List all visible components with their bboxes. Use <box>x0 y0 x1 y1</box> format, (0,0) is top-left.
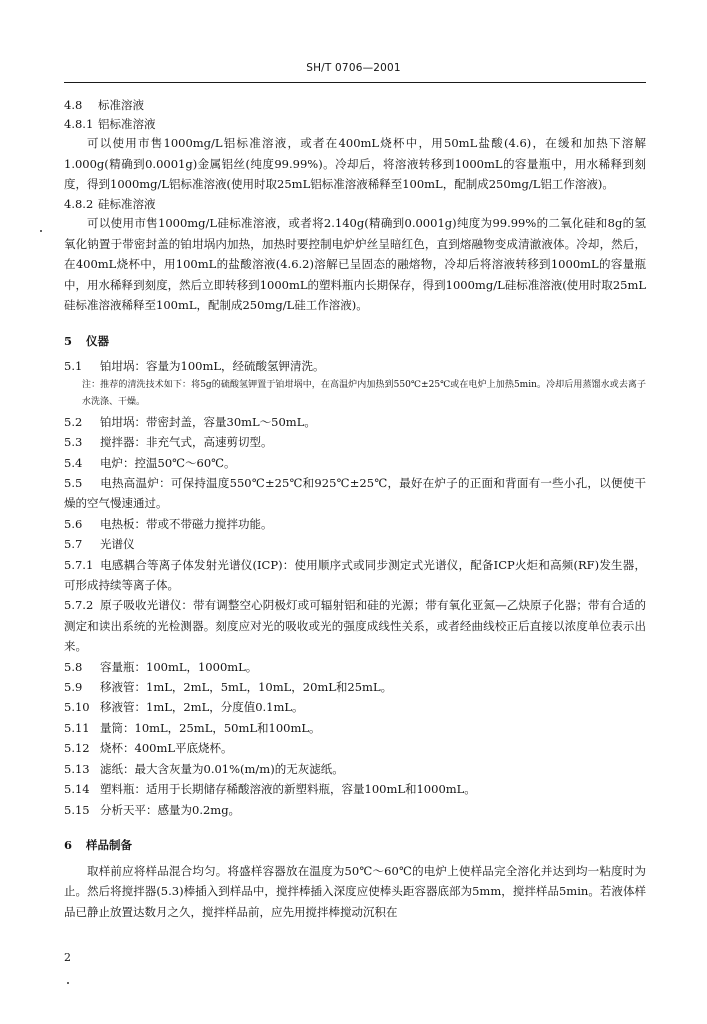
item-text: 分析天平：感量为0.2mg。 <box>100 802 241 817</box>
section-heading <box>64 96 646 115</box>
apparatus-item <box>64 738 646 758</box>
item-number: 5.7.1 <box>64 557 94 572</box>
item-text: 原子吸收光谱仪：带有调整空心阴极灯或可辐射铝和硅的光源；带有氧化亚氮—乙炔原子化器；带有合适的测定和读出系统的光检测器。刻度应对光的吸收或光的强度成线性关系，或者经曲线校正后直接以浓度单位表示出来。 <box>64 598 646 654</box>
apparatus-item <box>64 657 646 677</box>
item-text: 塑料瓶：适用于长期储存稀酸溶液的新塑料瓶，容量100mL和1000mL。 <box>100 782 476 797</box>
cleaning-note: 注：推荐的清洗技术如下：将5g的硫酸氢钾置于铂坩埚中，在高温炉内加热到550℃±25℃或在电炉上加热5min。冷却后用蒸馏水或去离子水洗涤、干燥。 <box>82 379 646 408</box>
item-text: 电热板：带或不带磁力搅拌功能。 <box>100 516 273 531</box>
item-text: 电感耦合等离子体发射光谱仪(ICP)：使用顺序式或同步测定式光谱仪，配备ICP火炬和高频(RF)发生器，可形成持续等离子体。 <box>64 557 646 593</box>
item-number: 5.13 <box>64 761 90 776</box>
silicon-standard-paragraph: 可以使用市售1000mg/L硅标准溶液，或者将2.140g(精确到0.0001g)纯度为99.99%的二氧化硅和8g的氢氧化钠置于带密封盖的铂坩埚内加热，加热时要控制电炉炉丝呈暗红色，直到熔融物变成清澈液体。冷却，然后，在400mL烧杯中，用100mL的盐酸溶液(4.6.2)溶解已呈固态的融熔物，冷却后将溶液转移到1000mL的容量瓶中，用水稀释到刻度，然后立即转移到1000mL的塑料瓶内长期保存，得到1000mg/L硅标准溶液(使用时取25mL硅标准溶液稀释至100mL，配制成250mg/L硅工作溶液)。 <box>64 216 646 313</box>
item-number: 5.9 <box>64 680 83 695</box>
item-text: 铂坩埚：带密封盖，容量30mL～50mL。 <box>100 414 316 429</box>
item-number: 5.11 <box>64 720 90 735</box>
apparatus-item <box>64 534 646 554</box>
item-text: 移液管：1mL，2mL，5mL，10mL，20mL和25mL。 <box>100 680 393 695</box>
header-rule <box>64 82 646 83</box>
chapter-title: 样品制备 <box>86 837 132 852</box>
standard-code-header: SH/T 0706—2001 <box>306 62 401 74</box>
item-text: 滤纸：最大含灰量为0.01%(m/m)的无灰滤纸。 <box>100 761 344 776</box>
item-number: 5.14 <box>64 782 90 797</box>
subsection-heading <box>64 195 646 214</box>
apparatus-item <box>64 779 646 799</box>
subsection-number: 4.8.2 <box>64 196 94 211</box>
subsection-number: 4.8.1 <box>64 116 94 131</box>
apparatus-item <box>64 759 646 779</box>
subsection-title: 铝标准溶液 <box>98 116 156 131</box>
item-text: 量筒：10mL，25mL，50mL和100mL。 <box>100 720 321 735</box>
item-number: 5.7.2 <box>64 598 94 613</box>
document-body <box>64 96 646 922</box>
apparatus-item <box>64 514 646 534</box>
item-number: 5.8 <box>64 659 83 674</box>
page-number: 2 <box>64 951 71 964</box>
chapter-heading <box>64 836 646 855</box>
item-number: 5.15 <box>64 802 90 817</box>
item-number: 5.12 <box>64 741 90 756</box>
aluminium-standard-paragraph: 可以使用市售1000mg/L铝标准溶液，或者在400mL烧杯中，用50mL盐酸(4.6)，在缓和加热下溶解1.000g(精确到0.0001g)金属铝丝(纯度99.99%)。冷却后，将溶液转移到1000mL的容量瓶中，用水稀释到刻度，得到1000mg/L铝标准溶液(使用时取25mL铝标准溶液稀释至100mL，配制成250mg/L铝工作溶液)。 <box>64 136 646 192</box>
apparatus-item <box>64 718 646 738</box>
section-title: 标准溶液 <box>98 98 144 112</box>
subsection-heading <box>64 115 646 134</box>
item-number: 5.1 <box>64 359 83 374</box>
apparatus-item <box>64 677 646 697</box>
item-number: 5.3 <box>64 435 83 450</box>
item-text: 搅拌器：非充气式，高速剪切型。 <box>100 435 273 450</box>
item-number: 5.5 <box>64 476 83 490</box>
apparatus-item <box>64 412 646 432</box>
item-number: 5.6 <box>64 516 83 531</box>
chapter-title: 仪器 <box>86 333 109 348</box>
scan-speck <box>40 230 42 232</box>
item-text: 移液管：1mL，2mL，分度值0.1mL。 <box>100 700 304 715</box>
item-text: 容量瓶：100mL，1000mL。 <box>100 659 258 674</box>
item-text: 电炉：控温50℃～60℃。 <box>100 455 236 470</box>
item-text: 烧杯：400mL平底烧杯。 <box>100 741 233 756</box>
sample-preparation-paragraph: 取样前应将样品混合均匀。将盛样容器放在温度为50℃～60℃的电炉上使样品完全溶化并达到均一粘度时为止。然后将搅拌器(5.3)棒插入到样品中，搅拌棒插入深度应使棒头距容器底部为5mm，搅拌样品5min。若液体样品已静止放置达数月之久，搅拌样品前，应先用搅拌棒搅动沉积在 <box>64 863 646 919</box>
apparatus-item <box>64 800 646 820</box>
apparatus-item <box>64 356 646 376</box>
apparatus-item <box>64 453 646 473</box>
item-text: 电热高温炉：可保持温度550℃±25℃和925℃±25℃，最好在炉子的正面和背面有一些小孔，以便使干燥的空气慢速通过。 <box>64 476 646 511</box>
section-number: 4.8 <box>64 98 83 112</box>
apparatus-item <box>64 697 646 717</box>
apparatus-item <box>64 555 646 596</box>
chapter-number: 6 <box>64 837 73 852</box>
apparatus-item <box>64 595 646 656</box>
chapter-number: 5 <box>64 333 73 348</box>
apparatus-item <box>64 473 646 514</box>
scan-speck <box>67 982 69 984</box>
item-text: 铂坩埚：容量为100mL，经硫酸氢钾清洗。 <box>100 359 325 374</box>
item-number: 5.2 <box>64 414 83 429</box>
item-number: 5.10 <box>64 700 90 715</box>
apparatus-item <box>64 432 646 452</box>
item-number: 5.7 <box>64 537 83 552</box>
chapter-heading <box>64 332 646 351</box>
subsection-title: 硅标准溶液 <box>98 196 156 211</box>
item-number: 5.4 <box>64 455 83 470</box>
item-text: 光谱仪 <box>100 537 135 552</box>
